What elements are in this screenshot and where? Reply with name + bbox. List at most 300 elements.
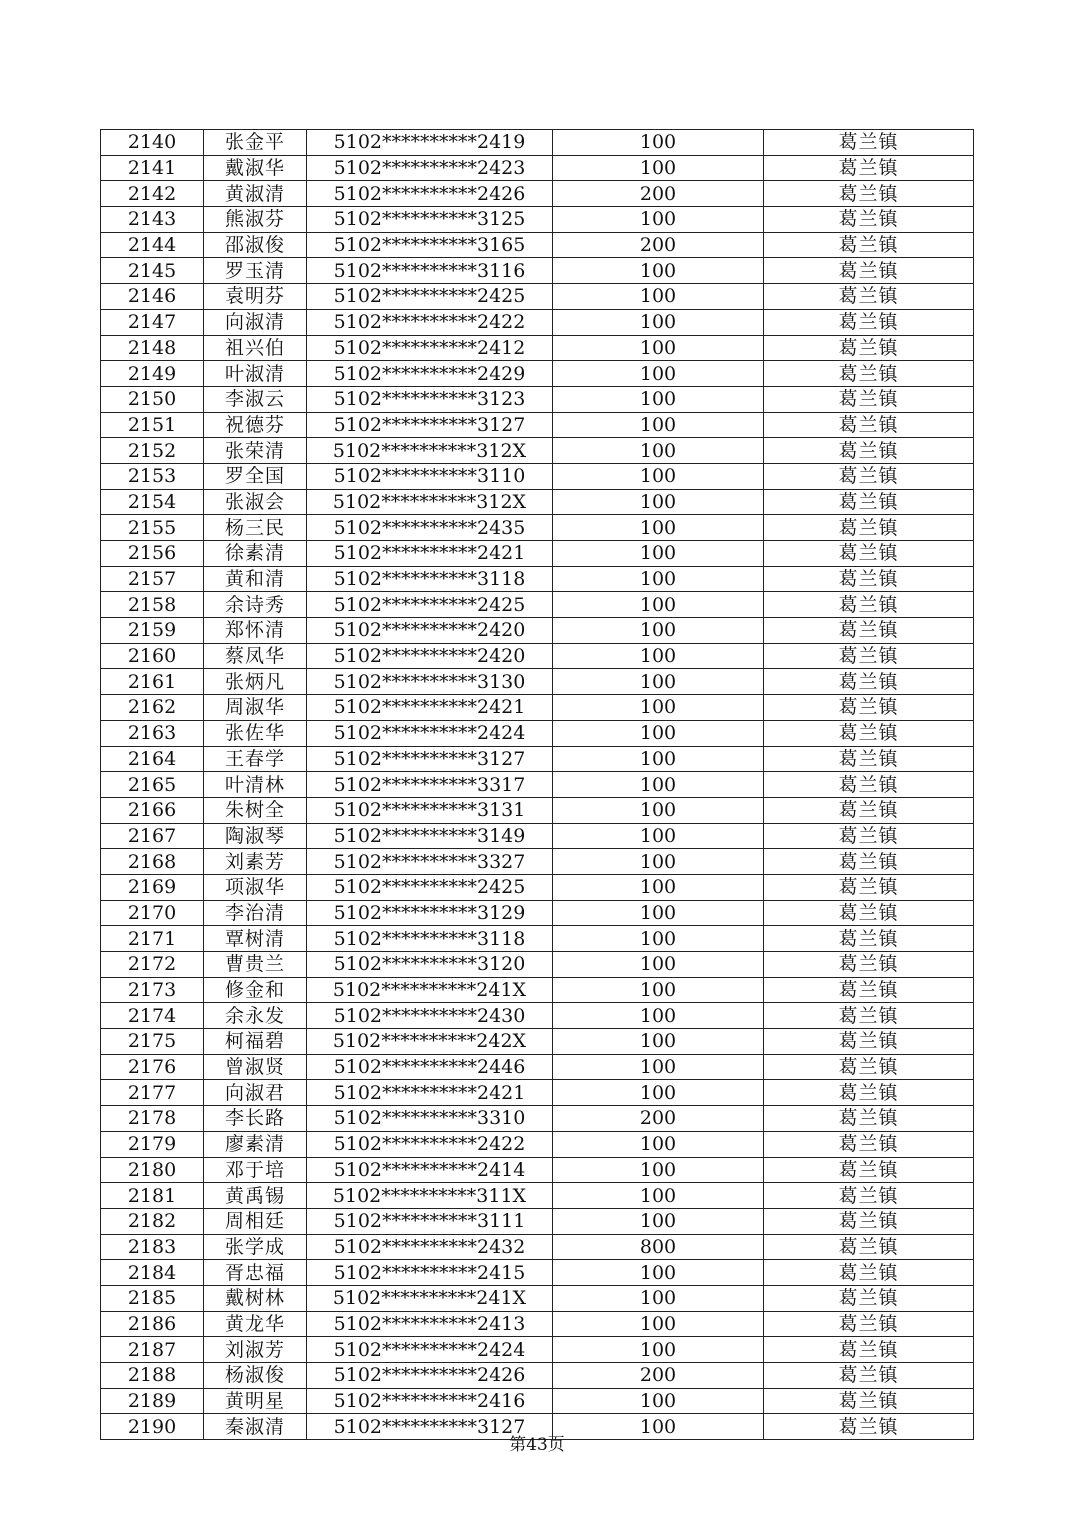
name-cell: 戴淑华	[204, 155, 307, 181]
row-number-cell: 2166	[101, 797, 204, 823]
row-number-cell: 2183	[101, 1234, 204, 1260]
id-number-cell: 5102**********2426	[307, 1363, 553, 1389]
amount-cell: 100	[553, 258, 764, 284]
town-cell: 葛兰镇	[764, 1337, 974, 1363]
town-cell: 葛兰镇	[764, 1234, 974, 1260]
id-number-cell: 5102**********3129	[307, 900, 553, 926]
name-cell: 熊淑芬	[204, 207, 307, 233]
row-number-cell: 2162	[101, 695, 204, 721]
amount-cell: 100	[553, 1208, 764, 1234]
town-cell: 葛兰镇	[764, 1208, 974, 1234]
row-number-cell: 2172	[101, 952, 204, 978]
name-cell: 王春学	[204, 746, 307, 772]
town-cell: 葛兰镇	[764, 361, 974, 387]
row-number-cell: 2154	[101, 489, 204, 515]
town-cell: 葛兰镇	[764, 1260, 974, 1286]
table-row	[101, 874, 974, 900]
town-cell: 葛兰镇	[764, 618, 974, 644]
id-number-cell: 5102**********2426	[307, 181, 553, 207]
table-row	[101, 438, 974, 464]
id-number-cell: 5102**********2419	[307, 130, 553, 156]
table-row	[101, 1260, 974, 1286]
row-number-cell: 2161	[101, 669, 204, 695]
id-number-cell: 5102**********2412	[307, 335, 553, 361]
row-number-cell: 2174	[101, 1003, 204, 1029]
table-row	[101, 1234, 974, 1260]
page-number: 第43页	[509, 1435, 565, 1455]
name-cell: 黄明星	[204, 1388, 307, 1414]
id-number-cell: 5102**********3130	[307, 669, 553, 695]
town-cell: 葛兰镇	[764, 669, 974, 695]
row-number-cell: 2190	[101, 1414, 204, 1440]
amount-cell: 100	[553, 207, 764, 233]
amount-cell: 100	[553, 130, 764, 156]
amount-cell: 100	[553, 772, 764, 798]
row-number-cell: 2184	[101, 1260, 204, 1286]
id-number-cell: 5102**********241X	[307, 977, 553, 1003]
row-number-cell: 2158	[101, 592, 204, 618]
amount-cell: 100	[553, 643, 764, 669]
id-number-cell: 5102**********3127	[307, 412, 553, 438]
town-cell: 葛兰镇	[764, 335, 974, 361]
amount-cell: 100	[553, 1080, 764, 1106]
amount-cell: 100	[553, 720, 764, 746]
amount-cell: 100	[553, 1260, 764, 1286]
id-number-cell: 5102**********3125	[307, 207, 553, 233]
row-number-cell: 2153	[101, 463, 204, 489]
amount-cell: 100	[553, 874, 764, 900]
table-row	[101, 1029, 974, 1055]
name-cell: 周相廷	[204, 1208, 307, 1234]
table-row	[101, 720, 974, 746]
name-cell: 叶清林	[204, 772, 307, 798]
name-cell: 陶淑琴	[204, 823, 307, 849]
amount-cell: 100	[553, 155, 764, 181]
town-cell: 葛兰镇	[764, 720, 974, 746]
name-cell: 廖素清	[204, 1131, 307, 1157]
amount-cell: 100	[553, 1054, 764, 1080]
amount-cell: 100	[553, 618, 764, 644]
amount-cell: 100	[553, 1388, 764, 1414]
table-row	[101, 489, 974, 515]
table-row	[101, 1131, 974, 1157]
town-cell: 葛兰镇	[764, 695, 974, 721]
amount-cell: 200	[553, 1106, 764, 1132]
row-number-cell: 2148	[101, 335, 204, 361]
row-number-cell: 2180	[101, 1157, 204, 1183]
name-cell: 项淑华	[204, 874, 307, 900]
table-row	[101, 643, 974, 669]
name-cell: 黄禹锡	[204, 1183, 307, 1209]
row-number-cell: 2188	[101, 1363, 204, 1389]
table-row	[101, 1054, 974, 1080]
amount-cell: 100	[553, 309, 764, 335]
table-row	[101, 515, 974, 541]
amount-cell: 100	[553, 361, 764, 387]
id-number-cell: 5102**********242X	[307, 1029, 553, 1055]
table-row	[101, 309, 974, 335]
amount-cell: 100	[553, 669, 764, 695]
id-number-cell: 5102**********312X	[307, 438, 553, 464]
town-cell: 葛兰镇	[764, 823, 974, 849]
name-cell: 向淑君	[204, 1080, 307, 1106]
table-row	[101, 1080, 974, 1106]
town-cell: 葛兰镇	[764, 797, 974, 823]
name-cell: 张金平	[204, 130, 307, 156]
table-row	[101, 181, 974, 207]
amount-cell: 100	[553, 515, 764, 541]
town-cell: 葛兰镇	[764, 181, 974, 207]
amount-cell: 800	[553, 1234, 764, 1260]
id-number-cell: 5102**********2420	[307, 643, 553, 669]
id-number-cell: 5102**********2422	[307, 1131, 553, 1157]
name-cell: 郑怀清	[204, 618, 307, 644]
amount-cell: 100	[553, 1003, 764, 1029]
row-number-cell: 2170	[101, 900, 204, 926]
id-number-cell: 5102**********3127	[307, 746, 553, 772]
town-cell: 葛兰镇	[764, 1157, 974, 1183]
id-number-cell: 5102**********2446	[307, 1054, 553, 1080]
table-row	[101, 1003, 974, 1029]
table-row	[101, 566, 974, 592]
id-number-cell: 5102**********2425	[307, 284, 553, 310]
row-number-cell: 2149	[101, 361, 204, 387]
name-cell: 张淑会	[204, 489, 307, 515]
town-cell: 葛兰镇	[764, 952, 974, 978]
id-number-cell: 5102**********2421	[307, 1080, 553, 1106]
name-cell: 黄和清	[204, 566, 307, 592]
id-number-cell: 5102**********2430	[307, 1003, 553, 1029]
name-cell: 覃树清	[204, 926, 307, 952]
town-cell: 葛兰镇	[764, 412, 974, 438]
name-cell: 柯福碧	[204, 1029, 307, 1055]
name-cell: 李淑云	[204, 386, 307, 412]
id-number-cell: 5102**********3111	[307, 1208, 553, 1234]
id-number-cell: 5102**********2425	[307, 592, 553, 618]
name-cell: 向淑清	[204, 309, 307, 335]
amount-cell: 100	[553, 335, 764, 361]
name-cell: 蔡凤华	[204, 643, 307, 669]
town-cell: 葛兰镇	[764, 772, 974, 798]
amount-cell: 100	[553, 1131, 764, 1157]
town-cell: 葛兰镇	[764, 155, 974, 181]
town-cell: 葛兰镇	[764, 592, 974, 618]
id-number-cell: 5102**********3127	[307, 1414, 553, 1440]
town-cell: 葛兰镇	[764, 1003, 974, 1029]
id-number-cell: 5102**********2423	[307, 155, 553, 181]
records-table	[100, 129, 974, 1440]
amount-cell: 100	[553, 1183, 764, 1209]
amount-cell: 100	[553, 1414, 764, 1440]
row-number-cell: 2147	[101, 309, 204, 335]
town-cell: 葛兰镇	[764, 1029, 974, 1055]
table-row	[101, 1285, 974, 1311]
id-number-cell: 5102**********2429	[307, 361, 553, 387]
town-cell: 葛兰镇	[764, 643, 974, 669]
table-row	[101, 284, 974, 310]
id-number-cell: 5102**********2416	[307, 1388, 553, 1414]
row-number-cell: 2175	[101, 1029, 204, 1055]
row-number-cell: 2142	[101, 181, 204, 207]
name-cell: 罗全国	[204, 463, 307, 489]
id-number-cell: 5102**********3131	[307, 797, 553, 823]
name-cell: 袁明芬	[204, 284, 307, 310]
id-number-cell: 5102**********2424	[307, 720, 553, 746]
name-cell: 胥忠福	[204, 1260, 307, 1286]
id-number-cell: 5102**********3110	[307, 463, 553, 489]
amount-cell: 100	[553, 463, 764, 489]
table-row	[101, 1388, 974, 1414]
town-cell: 葛兰镇	[764, 438, 974, 464]
town-cell: 葛兰镇	[764, 515, 974, 541]
table-row	[101, 361, 974, 387]
table-row	[101, 541, 974, 567]
amount-cell: 100	[553, 386, 764, 412]
table-row	[101, 155, 974, 181]
name-cell: 张荣清	[204, 438, 307, 464]
row-number-cell: 2168	[101, 849, 204, 875]
town-cell: 葛兰镇	[764, 463, 974, 489]
name-cell: 叶淑清	[204, 361, 307, 387]
amount-cell: 100	[553, 1311, 764, 1337]
table-row	[101, 1311, 974, 1337]
row-number-cell: 2164	[101, 746, 204, 772]
row-number-cell: 2187	[101, 1337, 204, 1363]
town-cell: 葛兰镇	[764, 849, 974, 875]
id-number-cell: 5102**********3116	[307, 258, 553, 284]
name-cell: 李长路	[204, 1106, 307, 1132]
town-cell: 葛兰镇	[764, 258, 974, 284]
town-cell: 葛兰镇	[764, 1285, 974, 1311]
amount-cell: 100	[553, 1285, 764, 1311]
name-cell: 朱树全	[204, 797, 307, 823]
row-number-cell: 2141	[101, 155, 204, 181]
row-number-cell: 2152	[101, 438, 204, 464]
row-number-cell: 2160	[101, 643, 204, 669]
id-number-cell: 5102**********3327	[307, 849, 553, 875]
id-number-cell: 5102**********312X	[307, 489, 553, 515]
town-cell: 葛兰镇	[764, 284, 974, 310]
name-cell: 余诗秀	[204, 592, 307, 618]
table-row	[101, 849, 974, 875]
table-row	[101, 1106, 974, 1132]
id-number-cell: 5102**********2432	[307, 1234, 553, 1260]
name-cell: 秦淑清	[204, 1414, 307, 1440]
table-row	[101, 335, 974, 361]
table-row	[101, 900, 974, 926]
row-number-cell: 2156	[101, 541, 204, 567]
name-cell: 邵淑俊	[204, 232, 307, 258]
table-row	[101, 412, 974, 438]
table-row	[101, 952, 974, 978]
table-row	[101, 1363, 974, 1389]
amount-cell: 100	[553, 900, 764, 926]
name-cell: 祝德芬	[204, 412, 307, 438]
table-row	[101, 797, 974, 823]
amount-cell: 200	[553, 232, 764, 258]
town-cell: 葛兰镇	[764, 746, 974, 772]
amount-cell: 100	[553, 1337, 764, 1363]
row-number-cell: 2143	[101, 207, 204, 233]
town-cell: 葛兰镇	[764, 1311, 974, 1337]
name-cell: 张学成	[204, 1234, 307, 1260]
name-cell: 李治清	[204, 900, 307, 926]
row-number-cell: 2155	[101, 515, 204, 541]
town-cell: 葛兰镇	[764, 309, 974, 335]
row-number-cell: 2173	[101, 977, 204, 1003]
records-table-body	[101, 130, 974, 1440]
id-number-cell: 5102**********311X	[307, 1183, 553, 1209]
row-number-cell: 2182	[101, 1208, 204, 1234]
id-number-cell: 5102**********2413	[307, 1311, 553, 1337]
row-number-cell: 2159	[101, 618, 204, 644]
amount-cell: 100	[553, 541, 764, 567]
town-cell: 葛兰镇	[764, 1106, 974, 1132]
row-number-cell: 2151	[101, 412, 204, 438]
table-row	[101, 130, 974, 156]
amount-cell: 100	[553, 566, 764, 592]
name-cell: 曹贵兰	[204, 952, 307, 978]
table-row	[101, 823, 974, 849]
name-cell: 周淑华	[204, 695, 307, 721]
row-number-cell: 2144	[101, 232, 204, 258]
amount-cell: 200	[553, 181, 764, 207]
name-cell: 祖兴伯	[204, 335, 307, 361]
row-number-cell: 2181	[101, 1183, 204, 1209]
row-number-cell: 2145	[101, 258, 204, 284]
amount-cell: 100	[553, 1029, 764, 1055]
town-cell: 葛兰镇	[764, 386, 974, 412]
amount-cell: 100	[553, 849, 764, 875]
row-number-cell: 2140	[101, 130, 204, 156]
town-cell: 葛兰镇	[764, 489, 974, 515]
town-cell: 葛兰镇	[764, 1080, 974, 1106]
name-cell: 刘淑芳	[204, 1337, 307, 1363]
row-number-cell: 2189	[101, 1388, 204, 1414]
id-number-cell: 5102**********2415	[307, 1260, 553, 1286]
amount-cell: 100	[553, 823, 764, 849]
town-cell: 葛兰镇	[764, 1363, 974, 1389]
amount-cell: 100	[553, 695, 764, 721]
id-number-cell: 5102**********2435	[307, 515, 553, 541]
row-number-cell: 2157	[101, 566, 204, 592]
town-cell: 葛兰镇	[764, 1388, 974, 1414]
row-number-cell: 2186	[101, 1311, 204, 1337]
name-cell: 刘素芳	[204, 849, 307, 875]
row-number-cell: 2146	[101, 284, 204, 310]
id-number-cell: 5102**********3123	[307, 386, 553, 412]
town-cell: 葛兰镇	[764, 1183, 974, 1209]
row-number-cell: 2177	[101, 1080, 204, 1106]
table-row	[101, 232, 974, 258]
id-number-cell: 5102**********2424	[307, 1337, 553, 1363]
id-number-cell: 5102**********2422	[307, 309, 553, 335]
row-number-cell: 2179	[101, 1131, 204, 1157]
name-cell: 黄龙华	[204, 1311, 307, 1337]
town-cell: 葛兰镇	[764, 130, 974, 156]
table-row	[101, 926, 974, 952]
id-number-cell: 5102**********2421	[307, 695, 553, 721]
amount-cell: 100	[553, 438, 764, 464]
amount-cell: 100	[553, 284, 764, 310]
amount-cell: 100	[553, 412, 764, 438]
id-number-cell: 5102**********3310	[307, 1106, 553, 1132]
amount-cell: 100	[553, 926, 764, 952]
table-row	[101, 1157, 974, 1183]
town-cell: 葛兰镇	[764, 977, 974, 1003]
table-row	[101, 1337, 974, 1363]
id-number-cell: 5102**********3149	[307, 823, 553, 849]
id-number-cell: 5102**********2414	[307, 1157, 553, 1183]
name-cell: 杨淑俊	[204, 1363, 307, 1389]
town-cell: 葛兰镇	[764, 874, 974, 900]
id-number-cell: 5102**********3118	[307, 566, 553, 592]
row-number-cell: 2165	[101, 772, 204, 798]
table-row	[101, 207, 974, 233]
table-row	[101, 746, 974, 772]
town-cell: 葛兰镇	[764, 1054, 974, 1080]
row-number-cell: 2169	[101, 874, 204, 900]
table-row	[101, 977, 974, 1003]
name-cell: 罗玉清	[204, 258, 307, 284]
town-cell: 葛兰镇	[764, 926, 974, 952]
id-number-cell: 5102**********3120	[307, 952, 553, 978]
name-cell: 戴树林	[204, 1285, 307, 1311]
table-row	[101, 463, 974, 489]
row-number-cell: 2185	[101, 1285, 204, 1311]
town-cell: 葛兰镇	[764, 232, 974, 258]
row-number-cell: 2171	[101, 926, 204, 952]
id-number-cell: 5102**********241X	[307, 1285, 553, 1311]
table-row	[101, 1183, 974, 1209]
name-cell: 修金和	[204, 977, 307, 1003]
id-number-cell: 5102**********2420	[307, 618, 553, 644]
name-cell: 张炳凡	[204, 669, 307, 695]
table-row	[101, 669, 974, 695]
town-cell: 葛兰镇	[764, 1414, 974, 1440]
row-number-cell: 2176	[101, 1054, 204, 1080]
name-cell: 张佐华	[204, 720, 307, 746]
town-cell: 葛兰镇	[764, 566, 974, 592]
amount-cell: 100	[553, 592, 764, 618]
name-cell: 黄淑清	[204, 181, 307, 207]
table-row	[101, 1208, 974, 1234]
town-cell: 葛兰镇	[764, 207, 974, 233]
name-cell: 邓于培	[204, 1157, 307, 1183]
name-cell: 曾淑贤	[204, 1054, 307, 1080]
row-number-cell: 2178	[101, 1106, 204, 1132]
id-number-cell: 5102**********3118	[307, 926, 553, 952]
town-cell: 葛兰镇	[764, 1131, 974, 1157]
table-row	[101, 592, 974, 618]
amount-cell: 100	[553, 797, 764, 823]
id-number-cell: 5102**********3165	[307, 232, 553, 258]
id-number-cell: 5102**********2421	[307, 541, 553, 567]
name-cell: 余永发	[204, 1003, 307, 1029]
amount-cell: 200	[553, 1363, 764, 1389]
table-row	[101, 618, 974, 644]
table-row	[101, 695, 974, 721]
amount-cell: 100	[553, 1157, 764, 1183]
id-number-cell: 5102**********3317	[307, 772, 553, 798]
name-cell: 徐素清	[204, 541, 307, 567]
town-cell: 葛兰镇	[764, 900, 974, 926]
amount-cell: 100	[553, 952, 764, 978]
amount-cell: 100	[553, 746, 764, 772]
amount-cell: 100	[553, 977, 764, 1003]
row-number-cell: 2167	[101, 823, 204, 849]
table-row	[101, 386, 974, 412]
